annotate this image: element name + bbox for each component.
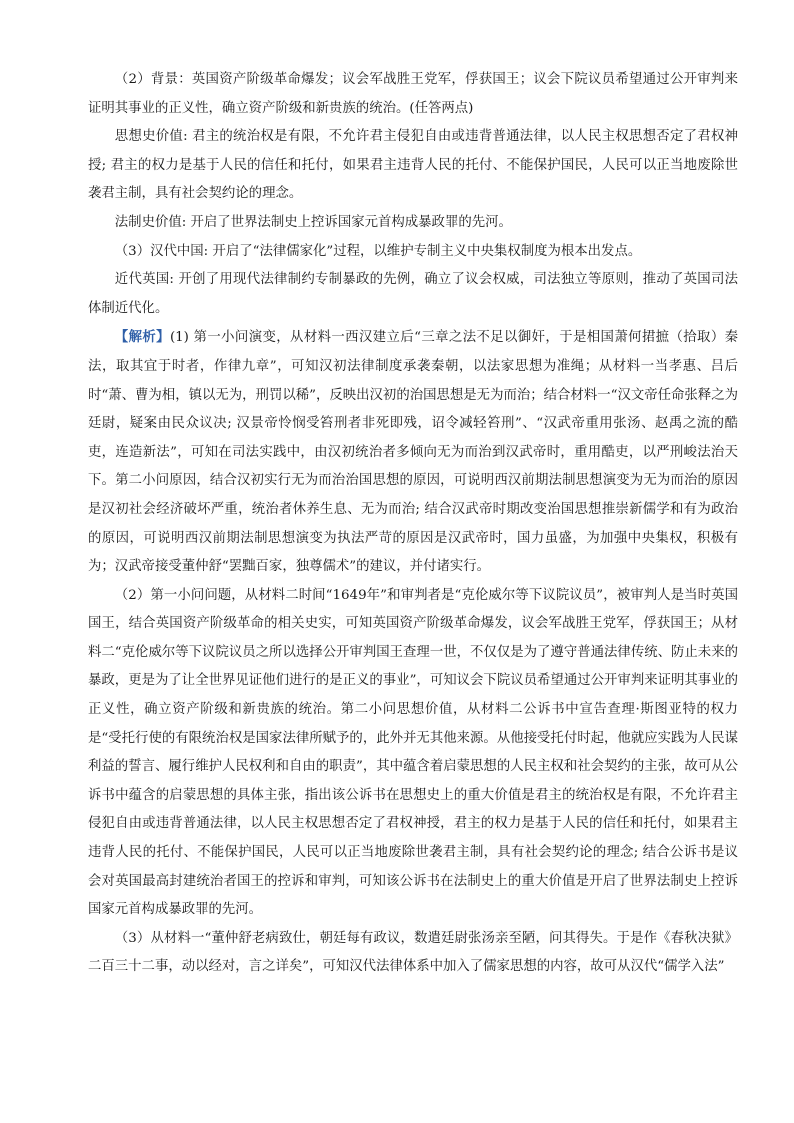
analysis-tag: 【解析】 bbox=[114, 329, 170, 346]
answer-paragraph-modern-england: 近代英国: 开创了用现代法律制约专制暴政的先例，确立了议会权威，司法独立等原则，推动了英国司法体制近代化。 bbox=[88, 272, 738, 316]
answer-paragraph-3-han: （3）汉代中国: 开启了“法律儒家化”过程，以维护专制主义中央集权制度为根本出发点。 bbox=[114, 243, 642, 259]
analysis-paragraph-1 bbox=[88, 323, 738, 581]
answer-paragraph-legal-value: 法制史价值: 开启了世界法制史上控诉国家元首构成暴政罪的先河。 bbox=[114, 214, 512, 230]
answer-paragraph-2-background: （2）背景：英国资产阶级革命爆发；议会军战胜王党军，俘获国王；议会下院议员希望通过公开审判来证明其事业的正义性，确立资产阶级和新贵族的统治。(任答两点) bbox=[88, 72, 738, 116]
answer-paragraph-thought-value: 思想史价值: 君主的统治权是有限，不允许君主侵犯自由或违背普通法律，以人民主权思想否定了君权神授; 君主的权力是基于人民的信任和托付，如果君主违背人民的托付、不能保护国民，人民可以正当地废除世袭君主制，具有社会契约论的理念。 bbox=[88, 129, 738, 202]
analysis-text-1: (1) 第一小问演变，从材料一西汉建立后“三章之法不足以御奸，于是相国萧何捃摭（拾取）秦法，取其宜于时者，作律九章”，可知汉初法律制度承袭秦朝，以法家思想为准绳；从材料一当孝惠、吕后时“萧、曹为相，镇以无为，刑罚以稀”，反映出汉初的治国思想是无为而治；结合材料一“汉文帝任命张释之为廷尉，疑案由民众议决; 汉景帝怜悯受笞刑者非死即残，诏令减轻笞刑”、“汉武帝重用张汤、赵禹之流的酷吏，连造新法”，可知在司法实践中，由汉初统治者多倾向无为而治到汉武帝时，重用酷吏，以严刑峻法治天下。第二小问原因，结合汉初实行无为而治治国思想的原因，可说明西汉前期法制思想演变为无为而治的原因是汉初社会经济破坏严重，统治者休养生息、无为而治; 结合汉武帝时期改变治国思想推崇新儒学和有为政治的原因，可说明西汉前期法制思想演变为执法严苛的原因是汉武帝时，国力虽盛，为加强中央集权，积极有为；汉武帝接受董仲舒“罢黜百家，独尊儒术”的建议，并付诸实行。 bbox=[88, 330, 738, 575]
answer-content bbox=[88, 66, 738, 982]
analysis-paragraph-3: （3）从材料一“董仲舒老病致仕，朝廷每有政议，数遣廷尉张汤亲至陋，问其得失。于是作《春秋决狱》二百三十二事，动以经对，言之详矣”，可知汉代法律体系中加入了儒家思想的内容，故可从汉代“儒学入法” bbox=[88, 930, 738, 975]
analysis-paragraph-2: （2）第一小问问题，从材料二时间“1649年”和审判者是“克伦威尔等下议院议员”，被审判人是当时英国国王，结合英国资产阶级革命的相关史实，可知英国资产阶级革命爆发，议会军战胜王党军，俘获国王；从材料二“克伦威尔等下议院议员之所以选择公开审判国王查理一世，不仅仅是为了遵守普通法律传统、防止未来的暴政，更是为了让全世界见证他们进行的是正义的事业”，可知议会下院议员希望通过公开审判来证明其事业的正义性，确立资产阶级和新贵族的统治。第二小问思想价值，从材料二公诉书中宣告查理·斯图亚特的权力是“受托行使的有限统治权是国家法律所赋予的，此外并无其他来源。从他接受托付时起，他就应实践为人民谋利益的誓言、履行维护人民权利和自由的职责”，其中蕴含着启蒙思想的人民主权和社会契约的主张，故可从公诉书中蕴含的启蒙思想的具体主张，指出该公诉书在思想史上的重大价值是君主的统治权是有限，不允许君主侵犯自由或违背普通法律，以人民主权思想否定了君权神授，君主的权力是基于人民的信任和托付，如果君主违背人民的托付、不能保护国民，人民可以正当地废除世袭君主制，具有社会契约论的理念; 结合公诉书是议会对英国最高封建统治者国王的控诉和审判，可知该公诉书在法制史上的重大价值是开启了世界法制史上控诉国家元首构成暴政罪的先河。 bbox=[88, 587, 738, 918]
